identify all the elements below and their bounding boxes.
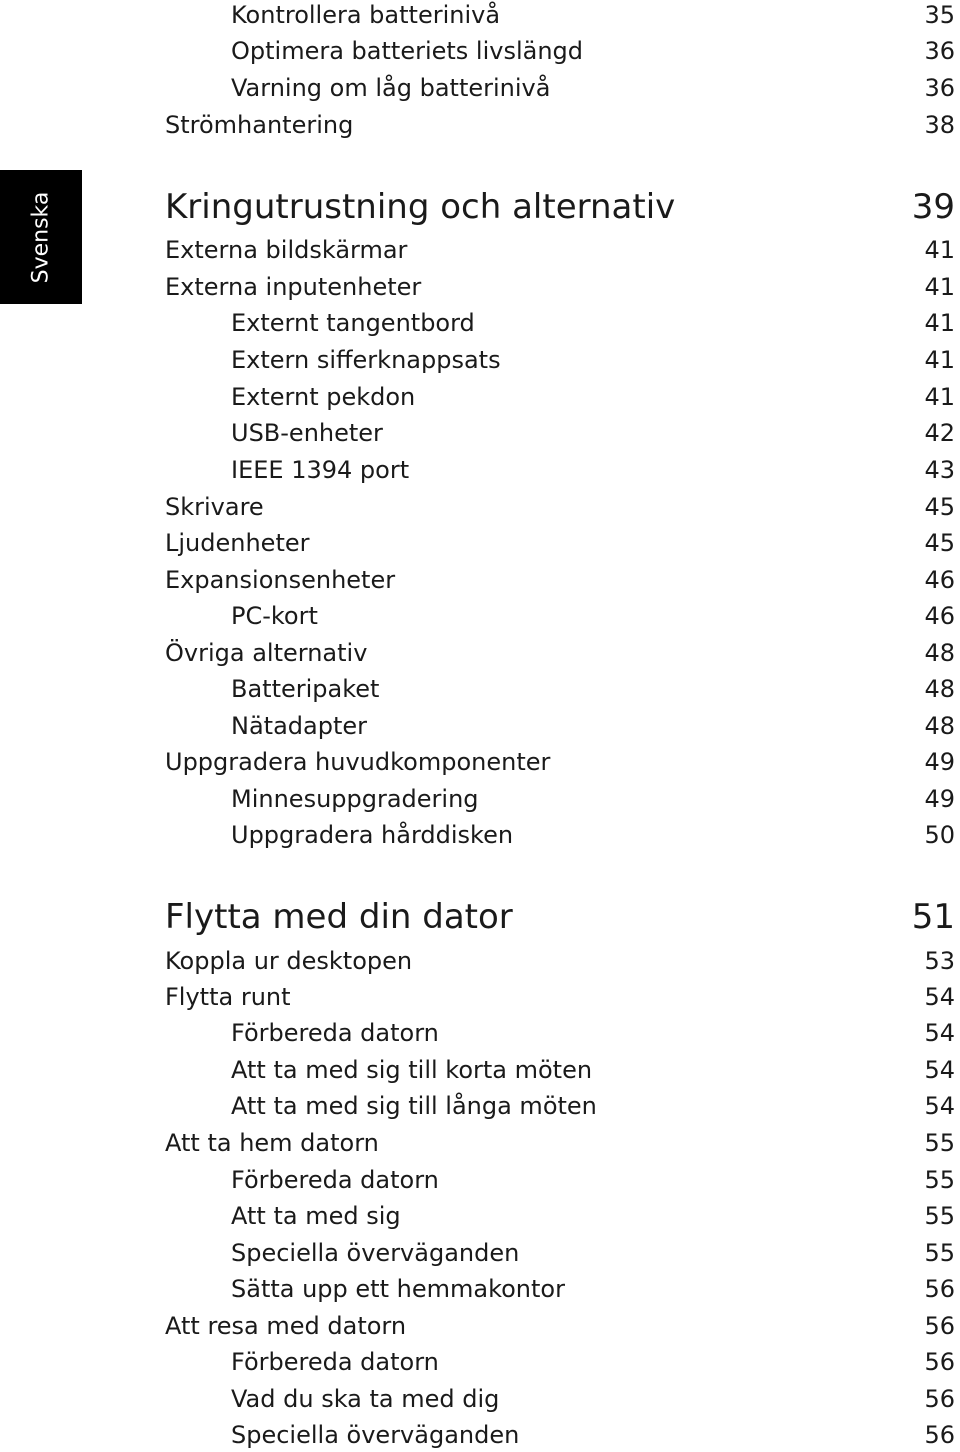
toc-subsection-entry[interactable] [165, 308, 955, 338]
toc-subsection-entry[interactable] [165, 711, 955, 741]
toc-entry-page-number: 49 [924, 785, 955, 813]
toc-entry-title: Förbereda datorn [231, 1166, 439, 1194]
toc-entry-title: Förbereda datorn [231, 1019, 439, 1047]
toc-entry-page-number: 50 [924, 821, 955, 849]
toc-entry-page-number: 56 [924, 1385, 955, 1413]
toc-subsection-entry[interactable] [165, 455, 955, 485]
toc-section-entry[interactable] [165, 1128, 955, 1158]
toc-entry-page-number: 54 [924, 1019, 955, 1047]
toc-section-entry[interactable] [165, 492, 955, 522]
toc-entry-title: Speciella överväganden [231, 1239, 520, 1267]
toc-entry-title: Vad du ska ta med dig [231, 1385, 500, 1413]
toc-subsection-entry[interactable] [165, 36, 955, 66]
toc-section-entry[interactable] [165, 946, 955, 976]
toc-entry-page-number: 55 [924, 1166, 955, 1194]
toc-entry-title: Kringutrustning och alternativ [165, 187, 676, 227]
toc-subsection-entry[interactable] [165, 674, 955, 704]
toc-entry-page-number: 41 [924, 346, 955, 374]
toc-section-entry[interactable] [165, 235, 955, 265]
toc-section-entry[interactable] [165, 1311, 955, 1341]
toc-entry-title: Varning om låg batterinivå [231, 74, 551, 102]
toc-subsection-entry[interactable] [165, 345, 955, 375]
toc-entry-title: Speciella överväganden [231, 1421, 520, 1449]
toc-entry-title: Strömhantering [165, 111, 354, 139]
toc-chapter-entry[interactable] [165, 186, 955, 228]
toc-chapter-entry[interactable] [165, 896, 955, 938]
toc-entry-title: Flytta med din dator [165, 897, 513, 937]
toc-entry-title: Att ta med sig till korta möten [231, 1056, 593, 1084]
toc-entry-title: IEEE 1394 port [231, 456, 410, 484]
toc-subsection-entry[interactable] [165, 1420, 955, 1450]
toc-entry-title: Nätadapter [231, 712, 367, 740]
toc-entry-page-number: 54 [924, 983, 955, 1011]
toc-entry-title: Externt tangentbord [231, 309, 475, 337]
toc-subsection-entry[interactable] [165, 784, 955, 814]
toc-entry-title: Att ta med sig [231, 1202, 401, 1230]
toc-entry-title: Att ta hem datorn [165, 1129, 379, 1157]
toc-entry-title: Flytta runt [165, 983, 291, 1011]
toc-section-entry[interactable] [165, 565, 955, 595]
toc-entry-page-number: 56 [924, 1421, 955, 1449]
toc-subsection-entry[interactable] [165, 0, 955, 30]
toc-entry-page-number: 55 [924, 1239, 955, 1267]
toc-entry-page-number: 46 [924, 566, 955, 594]
toc-entry-page-number: 43 [924, 456, 955, 484]
toc-entry-title: Skrivare [165, 493, 264, 521]
toc-entry-page-number: 48 [924, 712, 955, 740]
toc-entry-title: Övriga alternativ [165, 639, 368, 667]
toc-section-entry[interactable] [165, 272, 955, 302]
toc-entry-title: Expansionsenheter [165, 566, 396, 594]
toc-section-entry[interactable] [165, 110, 955, 140]
toc-entry-page-number: 48 [924, 675, 955, 703]
toc-section-entry[interactable] [165, 982, 955, 1012]
toc-entry-page-number: 45 [924, 529, 955, 557]
toc-subsection-entry[interactable] [165, 1201, 955, 1231]
toc-subsection-entry[interactable] [165, 1018, 955, 1048]
language-tab [0, 170, 82, 304]
toc-entry-title: Uppgradera hårddisken [231, 821, 514, 849]
toc-entry-page-number: 53 [924, 947, 955, 975]
toc-entry-title: Extern sifferknappsats [231, 346, 501, 374]
toc-entry-title: Optimera batteriets livslängd [231, 37, 584, 65]
toc-entry-page-number: 39 [911, 187, 955, 227]
toc-subsection-entry[interactable] [165, 382, 955, 412]
toc-entry-title: USB-enheter [231, 419, 383, 447]
toc-entry-page-number: 42 [924, 419, 955, 447]
toc-subsection-entry[interactable] [165, 1238, 955, 1268]
toc-subsection-entry[interactable] [165, 1165, 955, 1195]
toc-entry-page-number: 49 [924, 748, 955, 776]
toc-entry-title: Förbereda datorn [231, 1348, 439, 1376]
toc-subsection-entry[interactable] [165, 1347, 955, 1377]
toc-subsection-entry[interactable] [165, 601, 955, 631]
toc-section-entry[interactable] [165, 528, 955, 558]
language-tab-label: Svenska [28, 191, 54, 283]
toc-entry-page-number: 54 [924, 1056, 955, 1084]
toc-entry-page-number: 56 [924, 1312, 955, 1340]
toc-subsection-entry[interactable] [165, 73, 955, 103]
toc-subsection-entry[interactable] [165, 1091, 955, 1121]
toc-entry-page-number: 36 [924, 74, 955, 102]
toc-entry-page-number: 41 [924, 309, 955, 337]
toc-subsection-entry[interactable] [165, 820, 955, 850]
toc-entry-page-number: 41 [924, 236, 955, 264]
toc-entry-page-number: 51 [911, 897, 955, 937]
toc-entry-title: Koppla ur desktopen [165, 947, 413, 975]
toc-entry-page-number: 45 [924, 493, 955, 521]
toc-entry-page-number: 56 [924, 1275, 955, 1303]
toc-entry-title: Minnesuppgradering [231, 785, 479, 813]
toc-entry-title: PC-kort [231, 602, 318, 630]
toc-section-entry[interactable] [165, 747, 955, 777]
toc-entry-page-number: 35 [924, 1, 955, 29]
toc-entry-title: Externa bildskärmar [165, 236, 408, 264]
toc-entry-page-number: 41 [924, 273, 955, 301]
toc-entry-title: Att resa med datorn [165, 1312, 407, 1340]
toc-entry-page-number: 55 [924, 1129, 955, 1157]
toc-entry-page-number: 41 [924, 383, 955, 411]
toc-entry-title: Ljudenheter [165, 529, 310, 557]
toc-entry-page-number: 54 [924, 1092, 955, 1120]
toc-entry-page-number: 48 [924, 639, 955, 667]
toc-entry-title: Sätta upp ett hemmakontor [231, 1275, 565, 1303]
toc-entry-page-number: 55 [924, 1202, 955, 1230]
toc-entry-title: Att ta med sig till långa möten [231, 1092, 597, 1120]
toc-subsection-entry[interactable] [165, 1055, 955, 1085]
toc-entry-title: Batteripaket [231, 675, 380, 703]
toc-section-entry[interactable] [165, 638, 955, 668]
toc-entry-title: Uppgradera huvudkomponenter [165, 748, 551, 776]
toc-entry-page-number: 38 [924, 111, 955, 139]
toc-entry-page-number: 46 [924, 602, 955, 630]
toc-entry-page-number: 56 [924, 1348, 955, 1376]
toc-entry-title: Externt pekdon [231, 383, 416, 411]
toc-subsection-entry[interactable] [165, 1384, 955, 1414]
toc-entry-title: Kontrollera batterinivå [231, 1, 501, 29]
toc-entry-title: Externa inputenheter [165, 273, 422, 301]
toc-entry-page-number: 36 [924, 37, 955, 65]
toc-subsection-entry[interactable] [165, 418, 955, 448]
toc-subsection-entry[interactable] [165, 1274, 955, 1304]
